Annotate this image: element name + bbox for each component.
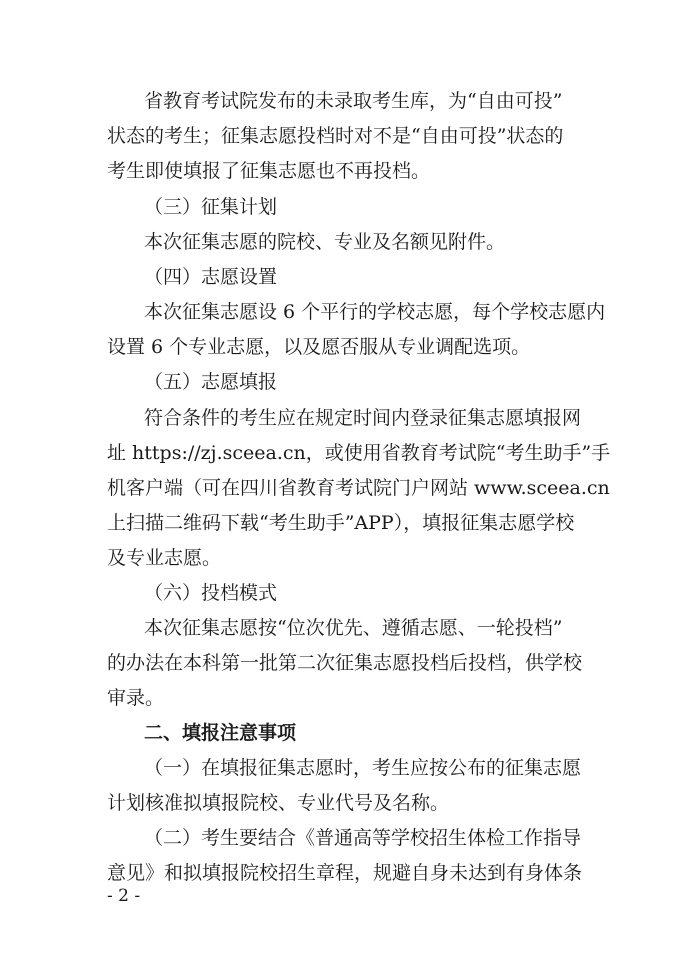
paragraph-line [0,645,680,681]
paragraph-line [0,505,680,541]
section-heading [0,259,680,295]
paragraph-line [0,153,680,189]
paragraph-line [0,855,680,891]
text: 本次征集志愿设 6 个平行的学校志愿，每个学校志愿内 [144,301,606,323]
section-heading [0,715,680,751]
heading-text: （六）投档模式 [144,582,278,604]
text: 意见》和拟填报院校招生章程，规避自身未达到有身体条 [107,862,583,884]
text: （一）在填报征集志愿时，考生应按公布的征集志愿 [144,757,582,779]
text: 计划核准拟填报院校、专业代号及名称。 [107,792,450,814]
text: 考生即使填报了征集志愿也不再投档。 [107,160,431,182]
text: 本次征集志愿按“位次优先、遵循志愿、一轮投档” [144,617,563,639]
paragraph-line [0,680,680,716]
paragraph-line [0,785,680,821]
paragraph-line [0,329,680,365]
text: 上扫描二维码下载“考生助手”APP），填报征集志愿学校 [107,512,575,534]
paragraph-line [0,750,680,786]
section-heading [0,189,680,225]
text: 机客户端（可在四川省教育考试院门户网站 www.sceea.cn [107,477,610,499]
paragraph-line [0,470,680,506]
section-heading [0,575,680,611]
paragraph-line [0,820,680,856]
paragraph-line [0,435,680,471]
text: 设置 6 个专业志愿，以及愿否服从专业调配选项。 [107,336,531,358]
paragraph-line [0,224,680,260]
section-heading [0,364,680,400]
text: 本次征集志愿的院校、专业及名额见附件。 [144,231,506,253]
text: 审录。 [107,687,165,709]
text: 及专业志愿。 [107,547,222,569]
page-number: - 2 - [107,886,141,906]
heading-text: （五）志愿填报 [144,371,278,393]
text: 的办法在本科第一批第二次征集志愿投档后投档，供学校 [107,652,583,674]
paragraph-line [0,118,680,154]
paragraph-line [0,400,680,436]
heading-text: （四）志愿设置 [144,266,278,288]
heading-text: （三）征集计划 [144,196,278,218]
paragraph-line [0,294,680,330]
heading-text: 二、填报注意事项 [144,722,297,744]
paragraph-line [0,610,680,646]
text: 符合条件的考生应在规定时间内登录征集志愿填报网 [144,407,582,429]
paragraph-line [0,540,680,576]
paragraph-line [0,83,680,119]
text: 省教育考试院发布的未录取考生库，为“自由可投” [144,90,563,112]
text: （二）考生要结合《普通高等学校招生体检工作指导 [144,827,582,849]
text: 址 https://zj.sceea.cn，或使用省教育考试院“考生助手”手 [107,442,611,464]
text: 状态的考生；征集志愿投档时对不是“自由可投”状态的 [107,125,564,147]
